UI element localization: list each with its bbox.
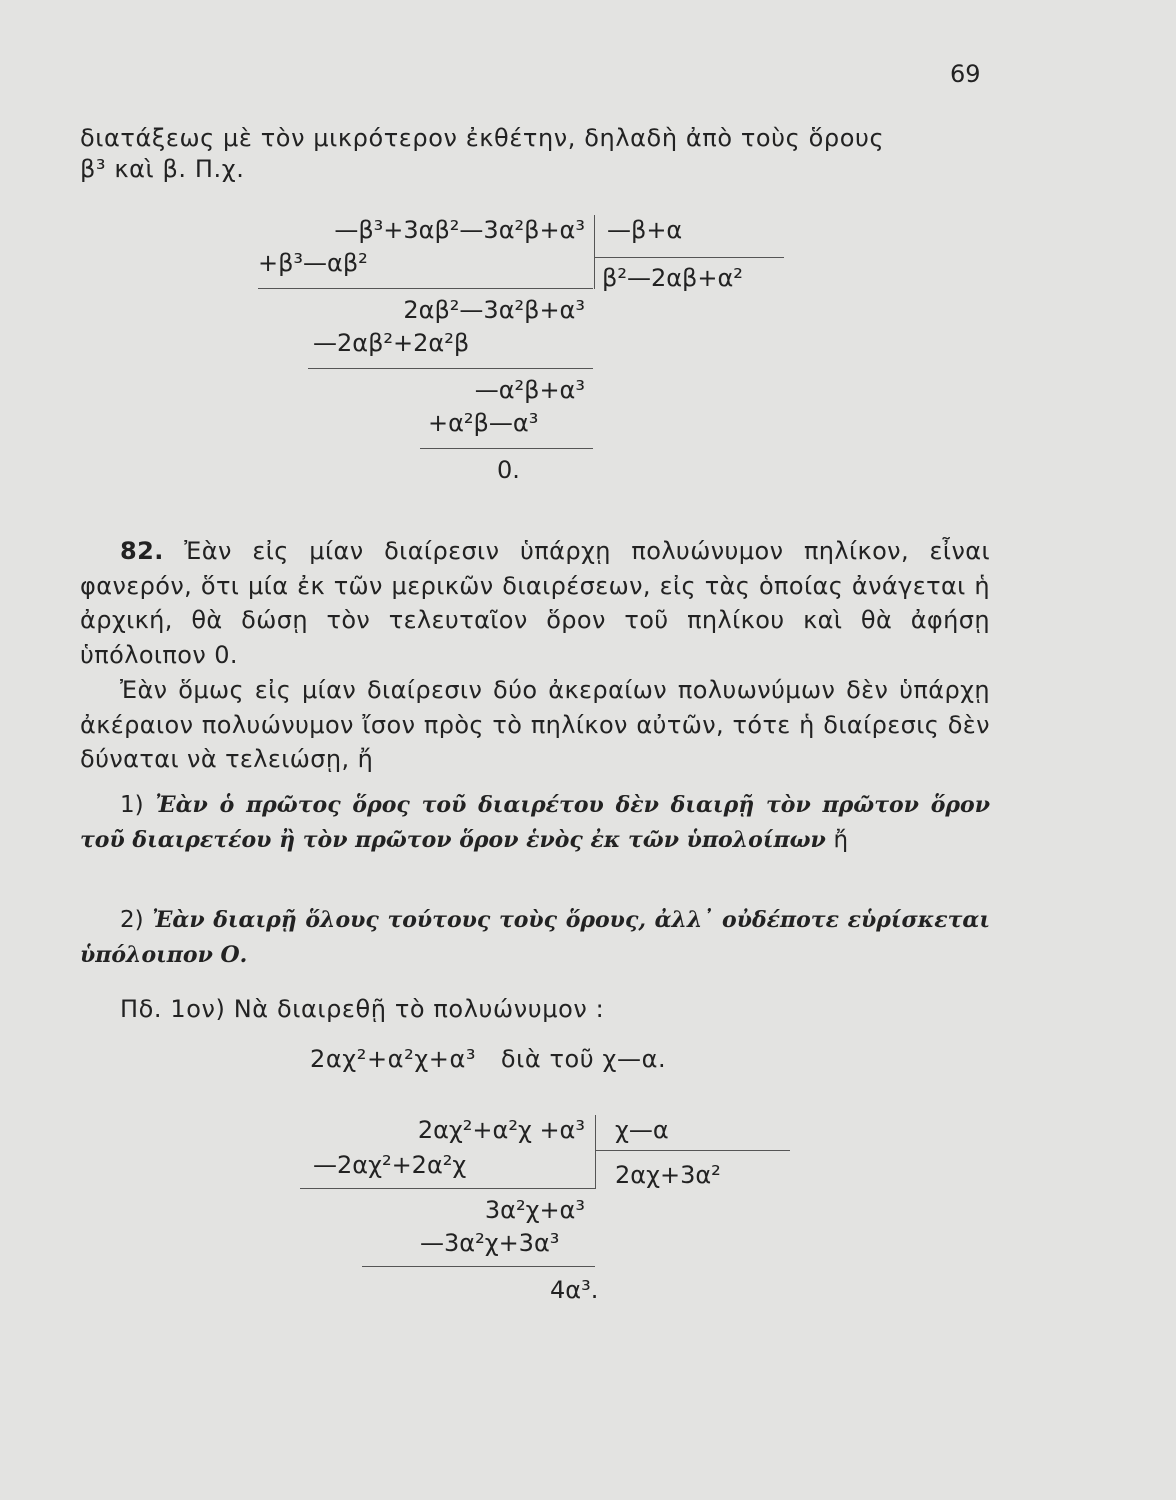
example-label: Πδ. 1ον) Νὰ διαιρεθῇ τὸ πολυώνυμον : [120,995,605,1023]
case-number: 2) [120,907,144,933]
intro-line-2: β³ καὶ β. Π.χ. [80,155,245,183]
quotient: β²—2αβ+α² [602,264,743,292]
subtraction-row: —2αβ²+2α²β [313,329,470,357]
case-number: 1) [120,792,144,818]
quotient: 2αχ+3α² [615,1161,721,1189]
divisor-bar [595,1115,596,1189]
subtraction-row: +α²β—α³ [428,409,539,437]
dividend: —β³+3αβ²—3α²β+α³ [334,216,585,244]
case-2 [80,903,990,973]
page-number: 69 [950,60,981,88]
remainder-row: 3α²χ+α³ [484,1196,585,1224]
intro-line-1: διατάξεως μὲ τὸν μικρότερον ἐκθέτην, δηλαδὴ ἀπὸ τοὺς ὅρους [80,124,885,152]
quotient-rule [594,257,784,258]
final-remainder: 0. [497,456,520,484]
paragraph-text: Ἐὰν εἰς μίαν διαίρεσιν ὑπάρχῃ πολυώνυμον πηλίκον, εἶναι φανερόν, ὅτι μία ἐκ τῶν μερικῶν διαιρέσεων, εἰς τὰς ὁποίας ἀνάγεται ἡ ἀρχική, θὰ δώσῃ τὸν τελευταῖον ὅρον τοῦ πηλίκου καὶ θὰ ἀφήσῃ ὑπόλοιπον 0. [80,537,991,670]
section-number: 82. [120,537,164,565]
case-1 [80,788,990,858]
dividend: 2αχ²+α²χ +α³ [417,1116,585,1144]
subtraction-row: —3α²χ+3α³ [420,1229,560,1257]
rule [362,1266,595,1267]
remainder-row: —α²β+α³ [474,376,585,404]
final-remainder: 4α³. [550,1276,599,1304]
case-suffix: ἤ [833,827,849,853]
section-82-paragraph [80,534,990,673]
divisor: —β+α [607,216,683,244]
remainder-row: 2αβ²—3α²β+α³ [403,296,585,324]
subtraction-row: +β³—αβ² [258,249,368,277]
rule [258,288,593,289]
rule [300,1188,595,1189]
case-text: Ἐὰν διαιρῇ ὅλους τούτους τοὺς ὅρους, ἀλλ᾽ οὐδέποτε εὑρίσκεται ὑπόλοιπον Ο. [80,907,990,968]
case-text: Ἐὰν ὁ πρῶτος ὅρος τοῦ διαιρέτου δὲν διαιρῇ τὸν πρῶτον ὅρον τοῦ διαιρετέου ἢ τὸν πρῶτον ὅρον ἑνὸς ἐκ τῶν ὑπολοίπων [80,792,990,853]
rule [308,368,593,369]
divisor-bar [594,215,595,289]
paragraph-2: Ἐὰν ὅμως εἰς μίαν διαίρεσιν δύο ἀκεραίων πολυωνύμων δὲν ὑπάρχῃ ἀκέραιον πολυώνυμον ἴσον πρὸς τὸ πηλίκον αὐτῶν, τότε ἡ διαίρεσις δὲν δύναται νὰ τελειώσῃ, ἤ [80,676,990,774]
rule [420,448,593,449]
quotient-rule [595,1150,790,1151]
divisor: χ—α [615,1116,669,1144]
subtraction-row: —2αχ²+2α²χ [313,1151,467,1179]
example-expression: 2αχ²+α²χ+α³ διὰ τοῦ χ—α. [310,1045,667,1073]
